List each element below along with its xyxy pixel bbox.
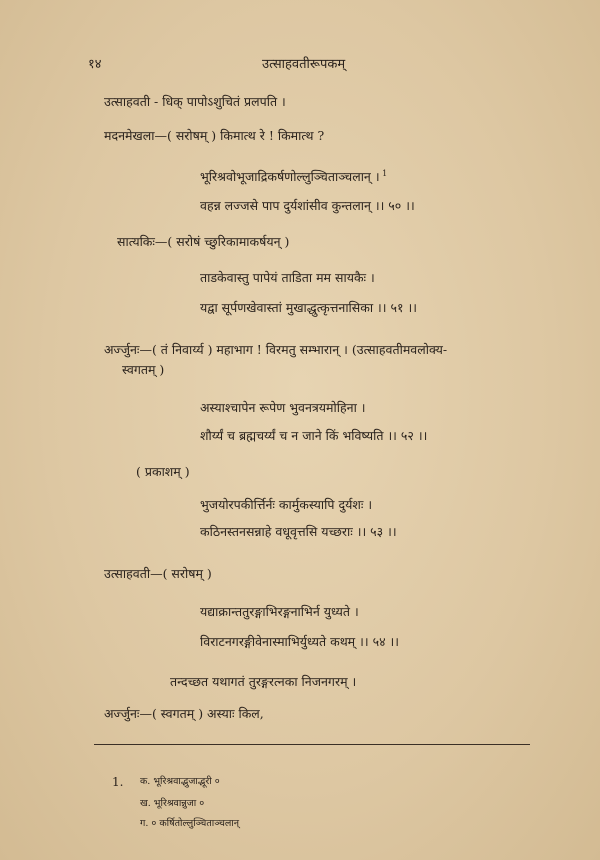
page-number: १४	[88, 57, 102, 72]
text-line: सात्यकिः—( सरोषं च्छुरिकामाकर्षयन् )	[117, 234, 290, 249]
text-line: अस्याश्चापेन रूपेण भुवनत्रयमोहिना ।	[200, 400, 366, 415]
text-line: यद्वा सूर्पणखेवास्तां मुखाद्धुत्कृत्तनासिका ।। ५१ ।।	[200, 300, 417, 315]
text-line: ताडकेवास्तु पापेयं ताडिता मम सायकैः ।	[200, 270, 375, 285]
text-line: उत्साहवती—( सरोषम् )	[104, 566, 212, 581]
text-line: भूरिश्रवोभूजाद्रिकर्षणोल्लुञ्चिताञ्चलान् । $^1$	[200, 169, 388, 185]
text-line: तन्दच्छत यथागतं तुरङ्गरत्नका निजनगरम् ।	[170, 674, 357, 689]
text-line: यद्याक्रान्ततुरङ्गाभिरङ्गनाभिर्न युध्यते ।	[200, 604, 359, 619]
text-line: विराटनगरङ्गीवेनास्माभिर्युध्यते कथम् ।। ५४ ।।	[200, 634, 400, 649]
text-line: भुजयोरपकीर्त्तिर्नः कार्मुकस्यापि दुर्यशः ।	[200, 497, 373, 512]
text-line: वहन्न लज्जसे पाप दुर्यशांसीव कुन्तलान् ।। ५० ।।	[200, 198, 415, 213]
text-line: अर्ज्जुनः—( तं निवार्य्य ) महाभाग ! विरमतु सम्भारान् । (उत्साहवतीमवलोक्य-	[104, 342, 448, 357]
text-line: शौर्य्यं च ब्रह्मचर्य्यं च न जाने किं भविष्यति ।। ५२ ।।	[200, 428, 428, 443]
text-line: अर्ज्जुनः—( स्वगतम् ) अस्याः किल,	[104, 706, 264, 721]
text-line: उत्साहवती - धिक् पापोऽशुचितं प्रलपति ।	[104, 94, 286, 109]
text-line: मदनमेखला—( सरोषम् ) किमात्थ रे ! किमात्थ ?	[104, 128, 325, 143]
footnote-line: ख. भूरिश्रवान्नुजा ०	[140, 798, 205, 809]
footnote-marker: 1.	[112, 775, 124, 789]
footnote-line: ग. ० कर्षितोल्लुञ्चिताञ्चलान्	[140, 818, 240, 829]
text-line: कठिनस्तनसन्नाहे वधूवृत्तसि यच्छराः ।। ५३ ।।	[200, 524, 397, 539]
footnote-line: क. भूरिश्रवाद्भुजाद्भूरी ०	[140, 776, 220, 787]
footnote-ref: 1	[379, 169, 388, 178]
running-title: उत्साहवतीरूपकम्	[262, 57, 346, 72]
footnote-divider	[94, 744, 530, 745]
text-line: स्वगतम् )	[122, 362, 165, 377]
text-line: ( प्रकाशम् )	[136, 464, 190, 479]
